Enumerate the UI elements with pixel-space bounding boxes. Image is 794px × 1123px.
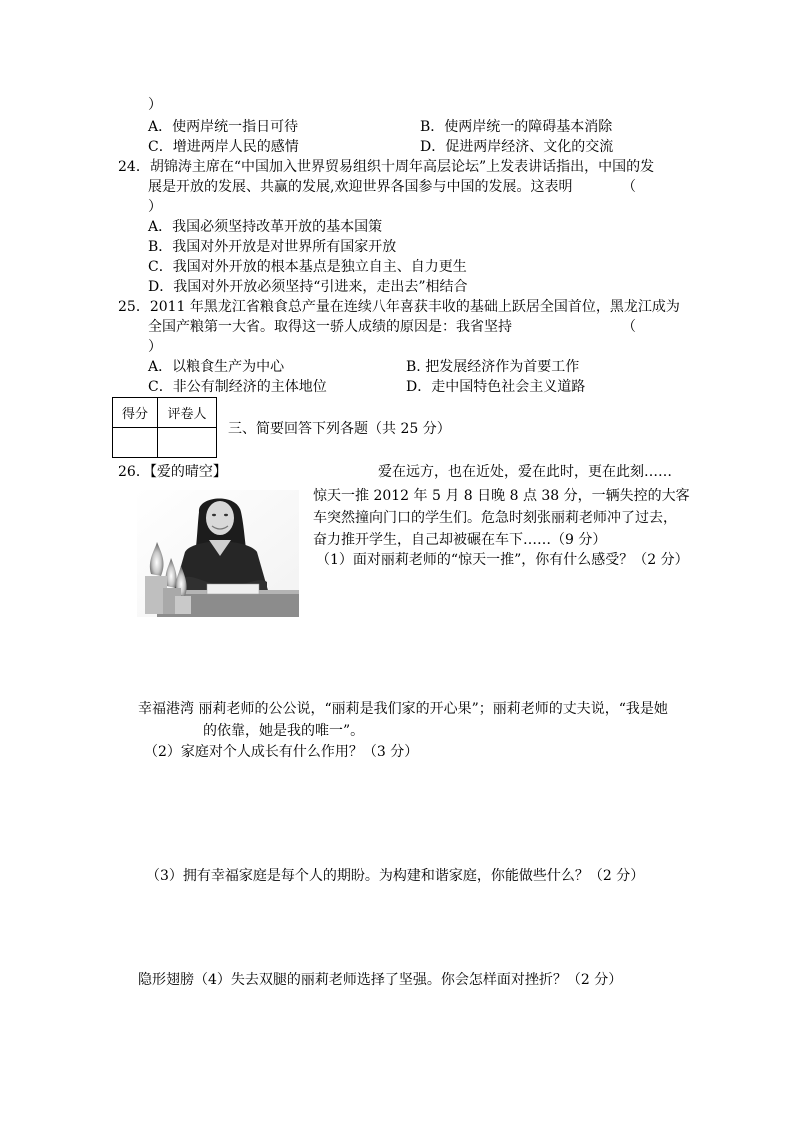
q24-option-d: D．我国对外开放必须坚持“引进来，走出去”相结合 xyxy=(148,279,468,295)
q26-intro: 爱在远方，也在近处，爱在此时，更在此刻…… xyxy=(378,464,672,480)
q26-story-line3: 奋力推开学生，自己却被碾在车下……（9 分） xyxy=(313,532,607,548)
q26-subquestion-4: 隐形翅膀（4）失去双腿的丽莉老师选择了坚强。你会怎样面对挫折？（2 分） xyxy=(138,972,623,988)
q26-subquestion-3: （3）拥有幸福家庭是每个人的期盼。为构建和谐家庭，你能做些什么？（2 分） xyxy=(146,868,645,884)
q25-open-paren: （ xyxy=(622,319,636,335)
q25-stem-line2: 全国产粮第一大省。取得这一骄人成绩的原因是：我省坚持 xyxy=(148,319,512,335)
q25-option-b: B. 把发展经济作为首要工作 xyxy=(406,359,580,375)
grader-cell[interactable] xyxy=(158,428,217,458)
q26-happy-line2: 的依靠，她是我的唯一”。 xyxy=(203,723,365,739)
q24-option-b: B．我国对外开放是对世界所有国家开放 xyxy=(148,239,397,255)
q23-close-paren: ） xyxy=(148,97,162,113)
q25-stem-line1: 25．2011 年黑龙江省粮食总产量在连续八年喜获丰收的基础上跃居全国首位，黑龙江成为 xyxy=(118,299,680,315)
q24-option-a: A．我国必须坚持改革开放的基本国策 xyxy=(148,219,383,235)
q26-story-line2: 车突然撞向门口的学生们。危急时刻张丽莉老师冲了过去， xyxy=(313,510,677,526)
q23-option-c: C．增进两岸人民的感情 xyxy=(148,139,299,155)
section-title: 三、简要回答下列各题（共 25 分） xyxy=(228,421,451,437)
q23-option-d: D．促进两岸经济、文化的交流 xyxy=(420,139,614,155)
q24-option-c: C．我国对外开放的根本基点是独立自主、自力更生 xyxy=(148,259,467,275)
q25-option-a: A．以粮食生产为中心 xyxy=(148,359,285,375)
q23-option-a: A．使两岸统一指日可待 xyxy=(148,119,299,135)
score-box xyxy=(112,397,217,458)
q26-subquestion-1: （1）面对丽莉老师的“惊天一推”，你有什么感受？（2 分） xyxy=(316,552,689,568)
score-cell[interactable] xyxy=(113,428,158,458)
q23-option-b: B．使两岸统一的障碍基本消除 xyxy=(420,119,613,135)
q26-happy-line1: 幸福港湾 丽莉老师的公公说，“丽莉是我们家的开心果”；丽莉老师的丈夫说，“我是她 xyxy=(138,701,668,717)
q26-label: 26．【爱的晴空】 xyxy=(118,464,227,480)
teacher-photo xyxy=(137,490,299,617)
q26-subquestion-2: （2）家庭对个人成长有什么作用？（3 分） xyxy=(144,744,419,760)
q26-story-line1: 惊天一推 2012 年 5 月 8 日晚 8 点 38 分，一辆失控的大客 xyxy=(313,488,690,504)
q25-option-d: D．走中国特色社会主义道路 xyxy=(406,379,586,395)
q24-stem-line2: 展是开放的发展、共赢的发展,欢迎世界各国参与中国的发展。这表明 xyxy=(148,179,573,195)
q24-stem-line1: 24．胡锦涛主席在“中国加入世界贸易组织十周年高层论坛”上发表讲话指出，中国的发 xyxy=(118,159,655,175)
q24-close-paren: ） xyxy=(148,199,162,215)
q25-option-c: C．非公有制经济的主体地位 xyxy=(148,379,327,395)
grader-label: 评卷人 xyxy=(158,398,217,428)
score-label: 得分 xyxy=(113,398,158,428)
q25-close-paren: ） xyxy=(148,339,162,355)
q24-open-paren: （ xyxy=(622,179,636,195)
